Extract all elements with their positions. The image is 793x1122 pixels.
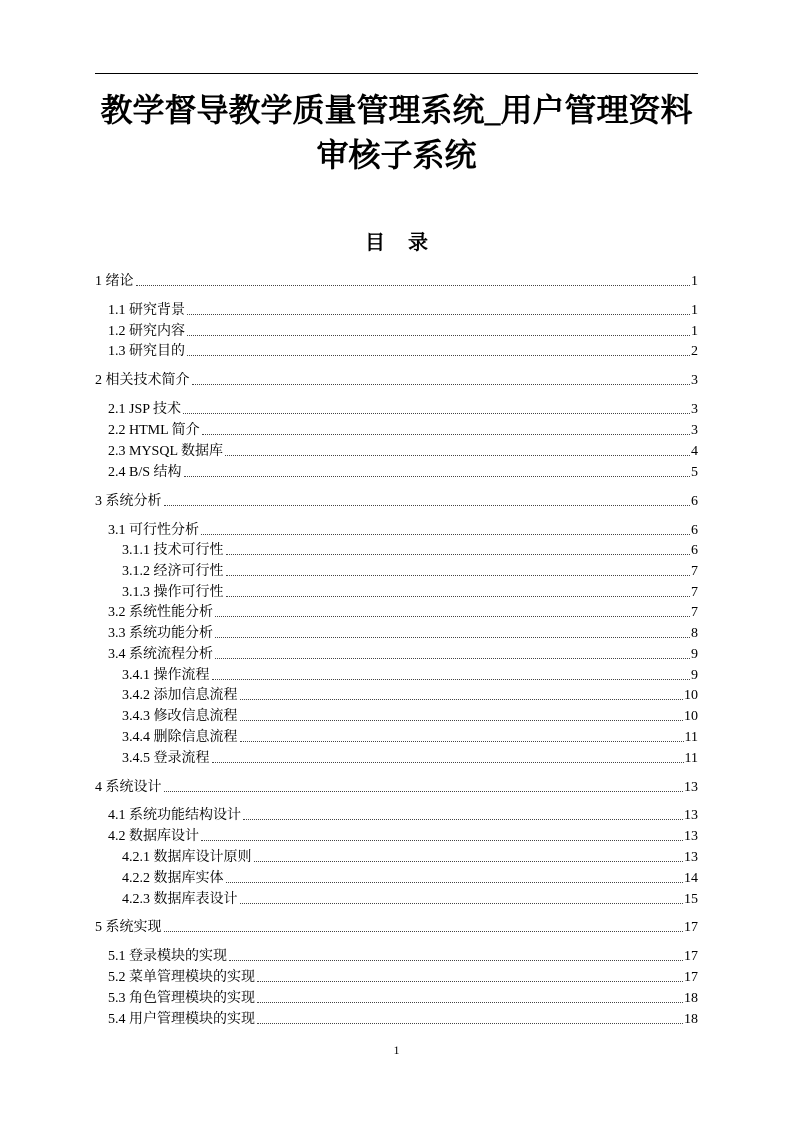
toc-entry[interactable] bbox=[108, 340, 698, 360]
toc-entry[interactable] bbox=[122, 846, 698, 866]
toc-entry-page: 5 bbox=[691, 465, 698, 480]
toc-leader bbox=[164, 930, 684, 932]
toc-entry-text: 2.2 HTML 简介 bbox=[108, 423, 200, 438]
toc-entry-text: 4.2.2 数据库实体 bbox=[122, 871, 224, 886]
page-number: 1 bbox=[393, 1043, 400, 1057]
toc-entry-page: 13 bbox=[684, 829, 698, 844]
toc-entry[interactable] bbox=[95, 776, 698, 796]
toc-entry[interactable] bbox=[95, 270, 698, 290]
toc-entry-page: 7 bbox=[691, 564, 698, 579]
toc-entry[interactable] bbox=[122, 581, 698, 601]
toc-leader bbox=[183, 412, 690, 414]
toc-entry-page: 8 bbox=[691, 626, 698, 641]
toc-entry-text: 5.4 用户管理模块的实现 bbox=[108, 1012, 255, 1027]
toc-leader bbox=[240, 698, 684, 700]
toc-entry[interactable] bbox=[122, 705, 698, 725]
toc-heading: 目 录 bbox=[365, 232, 428, 254]
toc-leader bbox=[243, 818, 683, 820]
toc-entry-page: 7 bbox=[691, 585, 698, 600]
toc-entry-text: 3.1 可行性分析 bbox=[108, 523, 199, 538]
toc-leader bbox=[192, 383, 691, 385]
toc-entry[interactable] bbox=[122, 747, 698, 767]
toc-entry-page: 10 bbox=[684, 688, 698, 703]
toc-entry-page: 6 bbox=[691, 523, 698, 538]
toc-leader bbox=[212, 761, 684, 763]
toc-leader bbox=[201, 839, 683, 841]
toc-entry-text: 1 绪论 bbox=[95, 274, 134, 289]
toc-leader bbox=[240, 740, 684, 742]
toc-leader bbox=[257, 1022, 683, 1024]
toc-entry[interactable] bbox=[108, 440, 698, 460]
toc-leader bbox=[201, 533, 690, 535]
toc-entry-text: 1.2 研究内容 bbox=[108, 324, 185, 339]
toc-entry-page: 13 bbox=[684, 850, 698, 865]
toc-entry[interactable] bbox=[95, 916, 698, 936]
toc-entry[interactable] bbox=[108, 461, 698, 481]
toc-entry-page: 4 bbox=[691, 444, 698, 459]
toc-entry-page: 11 bbox=[684, 730, 698, 745]
toc-entry[interactable] bbox=[122, 539, 698, 559]
toc-entry[interactable] bbox=[108, 987, 698, 1007]
toc-entry-page: 1 bbox=[691, 274, 698, 289]
toc-leader bbox=[254, 860, 684, 862]
toc-entry-text: 4.1 系统功能结构设计 bbox=[108, 808, 241, 823]
toc-entry-page: 17 bbox=[684, 920, 698, 935]
toc-entry[interactable] bbox=[122, 664, 698, 684]
toc-entry[interactable] bbox=[122, 560, 698, 580]
toc-entry-text: 3.4.1 操作流程 bbox=[122, 668, 210, 683]
document-title-line2: 审核子系统 bbox=[316, 137, 477, 173]
toc-leader bbox=[226, 881, 684, 883]
toc-entry-page: 9 bbox=[691, 647, 698, 662]
toc-entry-text: 2.4 B/S 结构 bbox=[108, 465, 182, 480]
toc-entry[interactable] bbox=[108, 320, 698, 340]
toc-entry-text: 3.2 系统性能分析 bbox=[108, 605, 213, 620]
toc-leader bbox=[164, 790, 684, 792]
toc-entry-page: 17 bbox=[684, 949, 698, 964]
toc-entry-text: 3.1.2 经济可行性 bbox=[122, 564, 224, 579]
toc-entry-page: 14 bbox=[684, 871, 698, 886]
document-title-line1: 教学督导教学质量管理系统_用户管理资料 bbox=[100, 92, 693, 128]
toc-entry[interactable] bbox=[95, 490, 698, 510]
toc-entry-page: 1 bbox=[691, 303, 698, 318]
toc-leader bbox=[212, 678, 691, 680]
toc-leader bbox=[187, 354, 690, 356]
toc-leader bbox=[226, 574, 691, 576]
toc-entry-text: 4.2 数据库设计 bbox=[108, 829, 199, 844]
toc-leader bbox=[229, 959, 683, 961]
toc-entry[interactable] bbox=[108, 804, 698, 824]
toc-leader bbox=[164, 504, 691, 506]
toc-entry-text: 5.2 菜单管理模块的实现 bbox=[108, 970, 255, 985]
header-rule bbox=[95, 73, 698, 74]
toc-leader bbox=[187, 334, 690, 336]
toc-entry[interactable] bbox=[108, 299, 698, 319]
toc-entry-text: 5.1 登录模块的实现 bbox=[108, 949, 227, 964]
toc-entry-page: 3 bbox=[691, 373, 698, 388]
toc-entry[interactable] bbox=[108, 966, 698, 986]
toc-entry-text: 2.1 JSP 技术 bbox=[108, 402, 182, 417]
toc-leader bbox=[225, 454, 690, 456]
toc-entry[interactable] bbox=[108, 945, 698, 965]
toc-entry[interactable] bbox=[108, 419, 698, 439]
toc-entry-page: 3 bbox=[691, 423, 698, 438]
toc-entry[interactable] bbox=[122, 888, 698, 908]
toc-entry[interactable] bbox=[108, 825, 698, 845]
toc-entry-page: 11 bbox=[684, 751, 698, 766]
toc-entry-text: 3.4.4 删除信息流程 bbox=[122, 730, 238, 745]
toc-entry-text: 3.3 系统功能分析 bbox=[108, 626, 213, 641]
toc-entry-text: 5.3 角色管理模块的实现 bbox=[108, 991, 255, 1006]
toc-entry-page: 6 bbox=[691, 494, 698, 509]
toc-entry-text: 4.2.1 数据库设计原则 bbox=[122, 850, 252, 865]
toc-leader bbox=[187, 313, 690, 315]
toc-leader bbox=[226, 595, 691, 597]
toc-entry-page: 13 bbox=[684, 808, 698, 823]
toc-entry-text: 1.3 研究目的 bbox=[108, 344, 185, 359]
toc-leader bbox=[240, 902, 684, 904]
toc-leader bbox=[257, 1001, 683, 1003]
toc-leader bbox=[184, 475, 690, 477]
toc-entry-page: 18 bbox=[684, 1012, 698, 1027]
toc-entry-text: 2.3 MYSQL 数据库 bbox=[108, 444, 223, 459]
toc-entry[interactable] bbox=[108, 622, 698, 642]
toc-entry-text: 4.2.3 数据库表设计 bbox=[122, 892, 238, 907]
toc-entry[interactable] bbox=[95, 369, 698, 389]
toc-entry-text: 3.4.3 修改信息流程 bbox=[122, 709, 238, 724]
toc-entry-text: 4 系统设计 bbox=[95, 780, 162, 795]
toc-entry-page: 13 bbox=[684, 780, 698, 795]
toc-entry[interactable] bbox=[122, 684, 698, 704]
toc-entry-page: 17 bbox=[684, 970, 698, 985]
toc-leader bbox=[202, 433, 690, 435]
toc-entry-page: 10 bbox=[684, 709, 698, 724]
toc-entry-page: 1 bbox=[691, 324, 698, 339]
toc-entry-text: 3.1.1 技术可行性 bbox=[122, 543, 224, 558]
toc-entry-page: 15 bbox=[684, 892, 698, 907]
toc-entry[interactable] bbox=[122, 726, 698, 746]
toc-entry-text: 3.4.5 登录流程 bbox=[122, 751, 210, 766]
toc-leader bbox=[240, 719, 684, 721]
toc-entry-text: 5 系统实现 bbox=[95, 920, 162, 935]
toc-entry[interactable] bbox=[108, 601, 698, 621]
toc-entry-page: 9 bbox=[691, 668, 698, 683]
toc-leader bbox=[215, 636, 690, 638]
toc-leader bbox=[215, 657, 690, 659]
toc-entry-text: 3.1.3 操作可行性 bbox=[122, 585, 224, 600]
toc-entry-text: 3 系统分析 bbox=[95, 494, 162, 509]
toc-leader bbox=[257, 980, 683, 982]
toc-entry-page: 18 bbox=[684, 991, 698, 1006]
toc-entry[interactable] bbox=[108, 1008, 698, 1028]
toc-leader bbox=[136, 284, 691, 286]
toc-entry-page: 6 bbox=[691, 543, 698, 558]
document-title bbox=[95, 88, 698, 178]
toc-entry-text: 1.1 研究背景 bbox=[108, 303, 185, 318]
toc-entry-page: 2 bbox=[691, 344, 698, 359]
toc-entry[interactable] bbox=[122, 867, 698, 887]
toc-entry-page: 3 bbox=[691, 402, 698, 417]
toc-entry-text: 3.4.2 添加信息流程 bbox=[122, 688, 238, 703]
toc-entry-page: 7 bbox=[691, 605, 698, 620]
toc-entry[interactable] bbox=[108, 643, 698, 663]
toc-entry-text: 3.4 系统流程分析 bbox=[108, 647, 213, 662]
toc-entry[interactable] bbox=[108, 519, 698, 539]
toc-leader bbox=[215, 615, 690, 617]
toc-entry[interactable] bbox=[108, 398, 698, 418]
toc-entry-text: 2 相关技术简介 bbox=[95, 373, 190, 388]
toc-leader bbox=[226, 553, 691, 555]
